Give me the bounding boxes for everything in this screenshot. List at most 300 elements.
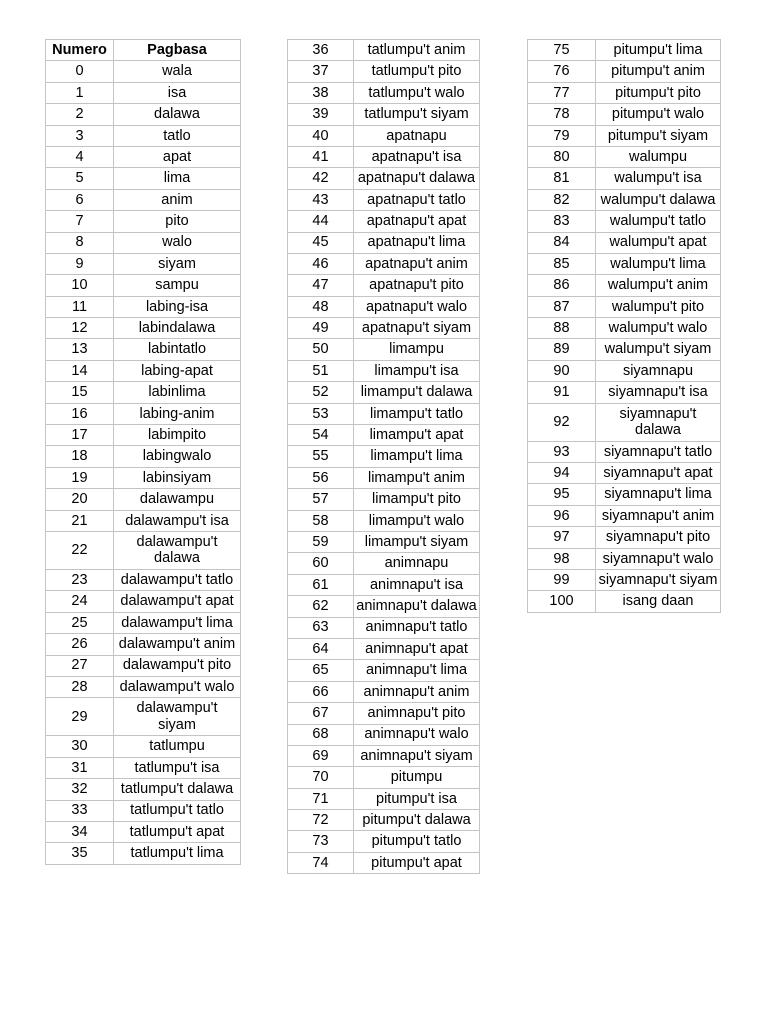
numero-cell: 24 bbox=[46, 591, 114, 612]
pagbasa-cell: tatlumpu't isa bbox=[114, 758, 241, 779]
numero-cell: 74 bbox=[288, 853, 354, 874]
pagbasa-cell: apat bbox=[114, 147, 241, 168]
numero-cell: 21 bbox=[46, 511, 114, 532]
table-row bbox=[46, 254, 241, 275]
numero-cell: 51 bbox=[288, 361, 354, 382]
numero-cell: 59 bbox=[288, 532, 354, 553]
numero-cell: 71 bbox=[288, 789, 354, 810]
table-row bbox=[528, 463, 721, 484]
pagbasa-cell: apatnapu't isa bbox=[354, 147, 480, 168]
table-row bbox=[46, 382, 241, 403]
table-row bbox=[528, 211, 721, 232]
table-row bbox=[288, 489, 480, 510]
pagbasa-cell: siyamnapu't tatlo bbox=[596, 442, 721, 463]
table-row bbox=[46, 233, 241, 254]
pagbasa-cell: walumpu't pito bbox=[596, 297, 721, 318]
numero-cell: 46 bbox=[288, 254, 354, 275]
numero-cell: 8 bbox=[46, 233, 114, 254]
table-row bbox=[528, 404, 721, 442]
table-row bbox=[46, 698, 241, 736]
table-row bbox=[46, 318, 241, 339]
numero-cell: 78 bbox=[528, 104, 596, 125]
table-row bbox=[46, 634, 241, 655]
pagbasa-cell: siyam bbox=[114, 254, 241, 275]
pagbasa-cell: anim bbox=[114, 190, 241, 211]
pagbasa-cell: dalawampu't isa bbox=[114, 511, 241, 532]
numero-cell: 56 bbox=[288, 468, 354, 489]
numero-cell: 31 bbox=[46, 758, 114, 779]
numero-cell: 33 bbox=[46, 801, 114, 822]
pagbasa-cell: siyamnapu't anim bbox=[596, 506, 721, 527]
table-row bbox=[46, 339, 241, 360]
table-row bbox=[288, 404, 480, 425]
table-row bbox=[288, 553, 480, 574]
table-row bbox=[528, 318, 721, 339]
numero-cell: 58 bbox=[288, 511, 354, 532]
numero-cell: 65 bbox=[288, 660, 354, 681]
numero-cell: 69 bbox=[288, 746, 354, 767]
table-row bbox=[46, 758, 241, 779]
table-row bbox=[288, 83, 480, 104]
table-row bbox=[288, 425, 480, 446]
header-numero: Numero bbox=[46, 40, 114, 61]
table-row bbox=[46, 211, 241, 232]
numero-cell: 0 bbox=[46, 61, 114, 82]
table-row bbox=[288, 254, 480, 275]
pagbasa-cell: pitumpu't walo bbox=[596, 104, 721, 125]
pagbasa-cell: tatlumpu bbox=[114, 736, 241, 757]
pagbasa-cell: lima bbox=[114, 168, 241, 189]
pagbasa-cell: animnapu't anim bbox=[354, 682, 480, 703]
pagbasa-cell: animnapu't apat bbox=[354, 639, 480, 660]
numero-cell: 22 bbox=[46, 532, 114, 570]
pagbasa-cell: isa bbox=[114, 83, 241, 104]
table-row bbox=[288, 168, 480, 189]
numero-cell: 64 bbox=[288, 639, 354, 660]
pagbasa-cell: dalawampu't siyam bbox=[114, 698, 241, 736]
table-row bbox=[288, 725, 480, 746]
pagbasa-cell: apatnapu't dalawa bbox=[354, 168, 480, 189]
numero-cell: 63 bbox=[288, 618, 354, 639]
numero-cell: 17 bbox=[46, 425, 114, 446]
pagbasa-cell: walumpu't dalawa bbox=[596, 190, 721, 211]
pagbasa-cell: siyamnapu't siyam bbox=[596, 570, 721, 591]
table-row bbox=[288, 382, 480, 403]
pagbasa-cell: labing-isa bbox=[114, 297, 241, 318]
numero-cell: 41 bbox=[288, 147, 354, 168]
table-row bbox=[288, 297, 480, 318]
table-row bbox=[528, 83, 721, 104]
table-row bbox=[528, 361, 721, 382]
table-row bbox=[46, 843, 241, 864]
numero-cell: 39 bbox=[288, 104, 354, 125]
numero-cell: 18 bbox=[46, 446, 114, 467]
numero-cell: 40 bbox=[288, 126, 354, 147]
pagbasa-cell: tatlo bbox=[114, 126, 241, 147]
table-row bbox=[288, 61, 480, 82]
table-row bbox=[288, 275, 480, 296]
table-row bbox=[528, 61, 721, 82]
pagbasa-cell: limampu bbox=[354, 339, 480, 360]
table-row bbox=[528, 570, 721, 591]
pagbasa-cell: apatnapu't pito bbox=[354, 275, 480, 296]
numero-cell: 67 bbox=[288, 703, 354, 724]
numero-cell: 50 bbox=[288, 339, 354, 360]
pagbasa-cell: isang daan bbox=[596, 591, 721, 612]
numero-cell: 61 bbox=[288, 575, 354, 596]
table-row bbox=[288, 190, 480, 211]
numero-cell: 49 bbox=[288, 318, 354, 339]
table-row bbox=[46, 532, 241, 570]
table-row bbox=[288, 361, 480, 382]
table-row bbox=[528, 297, 721, 318]
pagbasa-cell: tatlumpu't pito bbox=[354, 61, 480, 82]
pagbasa-cell: labimpito bbox=[114, 425, 241, 446]
number-table-3 bbox=[527, 39, 721, 613]
table-row bbox=[288, 831, 480, 852]
numero-cell: 81 bbox=[528, 168, 596, 189]
table-row bbox=[46, 779, 241, 800]
table-row bbox=[528, 506, 721, 527]
pagbasa-cell: walumpu bbox=[596, 147, 721, 168]
pagbasa-cell: pitumpu't dalawa bbox=[354, 810, 480, 831]
numero-cell: 27 bbox=[46, 656, 114, 677]
table-row bbox=[528, 527, 721, 548]
table-row bbox=[288, 575, 480, 596]
pagbasa-cell: pitumpu't anim bbox=[596, 61, 721, 82]
numero-cell: 35 bbox=[46, 843, 114, 864]
table-row bbox=[288, 596, 480, 617]
numero-cell: 91 bbox=[528, 382, 596, 403]
numero-cell: 9 bbox=[46, 254, 114, 275]
numero-cell: 92 bbox=[528, 404, 596, 442]
table-row bbox=[46, 736, 241, 757]
table-row bbox=[528, 168, 721, 189]
pagbasa-cell: apatnapu't siyam bbox=[354, 318, 480, 339]
numero-cell: 82 bbox=[528, 190, 596, 211]
table-row bbox=[528, 549, 721, 570]
pagbasa-cell: animnapu't tatlo bbox=[354, 618, 480, 639]
numero-cell: 72 bbox=[288, 810, 354, 831]
numero-cell: 32 bbox=[46, 779, 114, 800]
number-table-1 bbox=[45, 39, 241, 865]
table-row bbox=[528, 40, 721, 61]
numero-cell: 76 bbox=[528, 61, 596, 82]
table-row bbox=[528, 484, 721, 505]
numero-cell: 7 bbox=[46, 211, 114, 232]
numero-cell: 3 bbox=[46, 126, 114, 147]
pagbasa-cell: dalawampu't apat bbox=[114, 591, 241, 612]
pagbasa-cell: limampu't lima bbox=[354, 446, 480, 467]
pagbasa-cell: limampu't isa bbox=[354, 361, 480, 382]
table-row bbox=[46, 613, 241, 634]
pagbasa-cell: labindalawa bbox=[114, 318, 241, 339]
numero-cell: 94 bbox=[528, 463, 596, 484]
pagbasa-cell: apatnapu't apat bbox=[354, 211, 480, 232]
table-row bbox=[46, 275, 241, 296]
numero-cell: 44 bbox=[288, 211, 354, 232]
numero-cell: 86 bbox=[528, 275, 596, 296]
pagbasa-cell: siyamnapu't pito bbox=[596, 527, 721, 548]
table-row bbox=[46, 570, 241, 591]
table-row bbox=[528, 591, 721, 612]
numero-cell: 13 bbox=[46, 339, 114, 360]
pagbasa-cell: tatlumpu't apat bbox=[114, 822, 241, 843]
numero-cell: 80 bbox=[528, 147, 596, 168]
pagbasa-cell: sampu bbox=[114, 275, 241, 296]
numero-cell: 100 bbox=[528, 591, 596, 612]
header-pagbasa: Pagbasa bbox=[114, 40, 241, 61]
table-row bbox=[528, 190, 721, 211]
table-row bbox=[288, 853, 480, 874]
table-row bbox=[528, 382, 721, 403]
numero-cell: 37 bbox=[288, 61, 354, 82]
numero-cell: 12 bbox=[46, 318, 114, 339]
pagbasa-cell: tatlumpu't siyam bbox=[354, 104, 480, 125]
pagbasa-cell: walumpu't lima bbox=[596, 254, 721, 275]
numero-cell: 23 bbox=[46, 570, 114, 591]
numero-cell: 97 bbox=[528, 527, 596, 548]
numero-cell: 47 bbox=[288, 275, 354, 296]
numero-cell: 88 bbox=[528, 318, 596, 339]
numero-cell: 84 bbox=[528, 233, 596, 254]
pagbasa-cell: dalawampu bbox=[114, 489, 241, 510]
numero-cell: 26 bbox=[46, 634, 114, 655]
numero-cell: 14 bbox=[46, 361, 114, 382]
pagbasa-cell: limampu't walo bbox=[354, 511, 480, 532]
pagbasa-cell: labintatlo bbox=[114, 339, 241, 360]
table-row bbox=[288, 147, 480, 168]
table-row bbox=[46, 468, 241, 489]
pagbasa-cell: siyamnapu't isa bbox=[596, 382, 721, 403]
table-row bbox=[46, 190, 241, 211]
numero-cell: 75 bbox=[528, 40, 596, 61]
numero-cell: 68 bbox=[288, 725, 354, 746]
numero-cell: 52 bbox=[288, 382, 354, 403]
pagbasa-cell: dalawampu't tatlo bbox=[114, 570, 241, 591]
pagbasa-cell: pito bbox=[114, 211, 241, 232]
table-row bbox=[288, 126, 480, 147]
pagbasa-cell: dalawampu't lima bbox=[114, 613, 241, 634]
pagbasa-cell: siyamnapu't lima bbox=[596, 484, 721, 505]
table-row bbox=[46, 591, 241, 612]
numero-cell: 77 bbox=[528, 83, 596, 104]
table-row bbox=[528, 442, 721, 463]
numero-cell: 19 bbox=[46, 468, 114, 489]
numero-cell: 87 bbox=[528, 297, 596, 318]
numero-cell: 30 bbox=[46, 736, 114, 757]
pagbasa-cell: walumpu't siyam bbox=[596, 339, 721, 360]
table-row bbox=[46, 677, 241, 698]
table-row bbox=[46, 822, 241, 843]
pagbasa-cell: pitumpu bbox=[354, 767, 480, 788]
table-row bbox=[288, 703, 480, 724]
pagbasa-cell: tatlumpu't anim bbox=[354, 40, 480, 61]
table-row bbox=[288, 446, 480, 467]
pagbasa-cell: labinlima bbox=[114, 382, 241, 403]
header-row bbox=[46, 40, 241, 61]
pagbasa-cell: tatlumpu't lima bbox=[114, 843, 241, 864]
table-row bbox=[46, 404, 241, 425]
pagbasa-cell: dalawampu't pito bbox=[114, 656, 241, 677]
pagbasa-cell: limampu't anim bbox=[354, 468, 480, 489]
pagbasa-cell: animnapu't dalawa bbox=[354, 596, 480, 617]
pagbasa-cell: tatlumpu't tatlo bbox=[114, 801, 241, 822]
table-row bbox=[288, 339, 480, 360]
pagbasa-cell: labinsiyam bbox=[114, 468, 241, 489]
pagbasa-cell: animnapu't pito bbox=[354, 703, 480, 724]
numero-cell: 79 bbox=[528, 126, 596, 147]
numero-cell: 42 bbox=[288, 168, 354, 189]
pagbasa-cell: dalawa bbox=[114, 104, 241, 125]
table-row bbox=[288, 682, 480, 703]
table-row bbox=[46, 446, 241, 467]
pagbasa-cell: apatnapu bbox=[354, 126, 480, 147]
pagbasa-cell: animnapu't lima bbox=[354, 660, 480, 681]
pagbasa-cell: dalawampu't walo bbox=[114, 677, 241, 698]
pagbasa-cell: pitumpu't tatlo bbox=[354, 831, 480, 852]
pagbasa-cell: wala bbox=[114, 61, 241, 82]
table-row bbox=[46, 361, 241, 382]
pagbasa-cell: labingwalo bbox=[114, 446, 241, 467]
numero-cell: 25 bbox=[46, 613, 114, 634]
numero-cell: 89 bbox=[528, 339, 596, 360]
numero-cell: 62 bbox=[288, 596, 354, 617]
table-row bbox=[288, 211, 480, 232]
numero-cell: 90 bbox=[528, 361, 596, 382]
table-row bbox=[46, 425, 241, 446]
table-row bbox=[46, 297, 241, 318]
pagbasa-cell: walumpu't anim bbox=[596, 275, 721, 296]
pagbasa-cell: tatlumpu't dalawa bbox=[114, 779, 241, 800]
number-table-2 bbox=[287, 39, 480, 874]
pagbasa-cell: siyamnapu't dalawa bbox=[596, 404, 721, 442]
numero-cell: 28 bbox=[46, 677, 114, 698]
pagbasa-cell: limampu't apat bbox=[354, 425, 480, 446]
table-row bbox=[46, 656, 241, 677]
pagbasa-cell: animnapu't isa bbox=[354, 575, 480, 596]
numero-cell: 73 bbox=[288, 831, 354, 852]
pagbasa-cell: walo bbox=[114, 233, 241, 254]
numero-cell: 54 bbox=[288, 425, 354, 446]
numero-cell: 60 bbox=[288, 553, 354, 574]
pagbasa-cell: walumpu't tatlo bbox=[596, 211, 721, 232]
numero-cell: 6 bbox=[46, 190, 114, 211]
pagbasa-cell: tatlumpu't walo bbox=[354, 83, 480, 104]
table-row bbox=[528, 275, 721, 296]
numero-cell: 45 bbox=[288, 233, 354, 254]
table-row bbox=[288, 746, 480, 767]
numero-cell: 2 bbox=[46, 104, 114, 125]
numero-cell: 20 bbox=[46, 489, 114, 510]
pagbasa-cell: pitumpu't apat bbox=[354, 853, 480, 874]
table-row bbox=[288, 468, 480, 489]
table-row bbox=[46, 801, 241, 822]
pagbasa-cell: siyamnapu't walo bbox=[596, 549, 721, 570]
pagbasa-cell: apatnapu't lima bbox=[354, 233, 480, 254]
table-row bbox=[288, 104, 480, 125]
table-row bbox=[288, 233, 480, 254]
numero-cell: 95 bbox=[528, 484, 596, 505]
numero-cell: 36 bbox=[288, 40, 354, 61]
pagbasa-cell: apatnapu't tatlo bbox=[354, 190, 480, 211]
numero-cell: 43 bbox=[288, 190, 354, 211]
numero-cell: 15 bbox=[46, 382, 114, 403]
table-row bbox=[46, 83, 241, 104]
numero-cell: 10 bbox=[46, 275, 114, 296]
table-row bbox=[288, 789, 480, 810]
table-row bbox=[288, 618, 480, 639]
table-row bbox=[288, 532, 480, 553]
numero-cell: 70 bbox=[288, 767, 354, 788]
pagbasa-cell: walumpu't walo bbox=[596, 318, 721, 339]
table-row bbox=[288, 318, 480, 339]
pagbasa-cell: animnapu't siyam bbox=[354, 746, 480, 767]
pagbasa-cell: labing-apat bbox=[114, 361, 241, 382]
numero-cell: 53 bbox=[288, 404, 354, 425]
pagbasa-cell: labing-anim bbox=[114, 404, 241, 425]
numero-cell: 55 bbox=[288, 446, 354, 467]
numero-cell: 66 bbox=[288, 682, 354, 703]
numero-cell: 96 bbox=[528, 506, 596, 527]
table-row bbox=[528, 126, 721, 147]
pagbasa-cell: pitumpu't siyam bbox=[596, 126, 721, 147]
numero-cell: 83 bbox=[528, 211, 596, 232]
numero-cell: 4 bbox=[46, 147, 114, 168]
numero-cell: 99 bbox=[528, 570, 596, 591]
table-row bbox=[528, 104, 721, 125]
table-row bbox=[288, 511, 480, 532]
numero-cell: 34 bbox=[46, 822, 114, 843]
numero-cell: 29 bbox=[46, 698, 114, 736]
table-row bbox=[46, 147, 241, 168]
table-row bbox=[288, 767, 480, 788]
pagbasa-cell: pitumpu't pito bbox=[596, 83, 721, 104]
table-row bbox=[288, 660, 480, 681]
table-row bbox=[288, 40, 480, 61]
pagbasa-cell: dalawampu't dalawa bbox=[114, 532, 241, 570]
pagbasa-cell: limampu't pito bbox=[354, 489, 480, 510]
numero-cell: 16 bbox=[46, 404, 114, 425]
pagbasa-cell: siyamnapu't apat bbox=[596, 463, 721, 484]
numero-cell: 57 bbox=[288, 489, 354, 510]
pagbasa-cell: siyamnapu bbox=[596, 361, 721, 382]
pagbasa-cell: limampu't dalawa bbox=[354, 382, 480, 403]
table-row bbox=[46, 104, 241, 125]
pagbasa-cell: animnapu bbox=[354, 553, 480, 574]
numero-cell: 85 bbox=[528, 254, 596, 275]
numero-cell: 38 bbox=[288, 83, 354, 104]
pagbasa-cell: pitumpu't isa bbox=[354, 789, 480, 810]
pagbasa-cell: limampu't siyam bbox=[354, 532, 480, 553]
numero-cell: 5 bbox=[46, 168, 114, 189]
table-row bbox=[528, 339, 721, 360]
pagbasa-cell: limampu't tatlo bbox=[354, 404, 480, 425]
pagbasa-cell: dalawampu't anim bbox=[114, 634, 241, 655]
pagbasa-cell: animnapu't walo bbox=[354, 725, 480, 746]
table-row bbox=[46, 489, 241, 510]
numero-cell: 93 bbox=[528, 442, 596, 463]
pagbasa-cell: walumpu't apat bbox=[596, 233, 721, 254]
table-row bbox=[46, 126, 241, 147]
table-row bbox=[46, 511, 241, 532]
pagbasa-cell: apatnapu't walo bbox=[354, 297, 480, 318]
table-row bbox=[46, 168, 241, 189]
numero-cell: 48 bbox=[288, 297, 354, 318]
pagbasa-cell: pitumpu't lima bbox=[596, 40, 721, 61]
table-row bbox=[528, 233, 721, 254]
table-row bbox=[46, 61, 241, 82]
